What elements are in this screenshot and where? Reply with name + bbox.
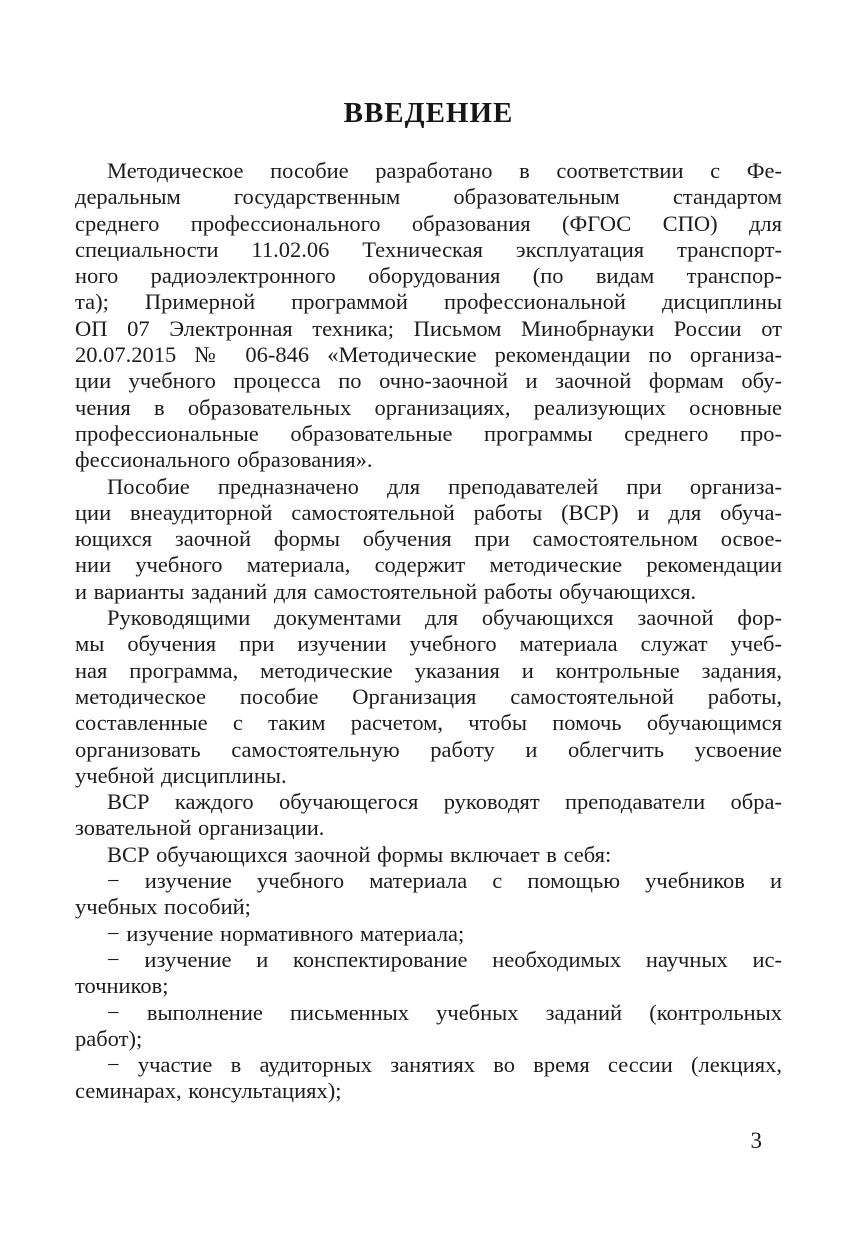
paragraph-line: − участие в аудиторных занятиях во время сессии (лекциях,	[107, 1052, 782, 1078]
paragraph-line: та); Примерной программой профессиональной дисциплины	[75, 289, 782, 315]
paragraph	[75, 474, 782, 605]
paragraph-line: Руководящими документами для обучающихся заочной фор-	[107, 605, 782, 631]
paragraph-line: чения в образовательных организациях, реализующих основные	[75, 394, 782, 420]
paragraph-line: профессиональные образовательные программы среднего про-	[75, 420, 782, 446]
paragraph-line: среднего профессионального образования (ФГОС СПО) для	[75, 210, 782, 236]
paragraph-line: − изучение учебного материала с помощью учебников и	[107, 868, 782, 894]
paragraph-line: составленные с таким расчетом, чтобы помочь обучающимся	[75, 710, 782, 736]
paragraph-line: − изучение и конспектирование необходимых научных ис-	[107, 946, 782, 972]
paragraph-line: ВСР каждого обучающегося руководят преподаватели обра-	[107, 789, 782, 815]
paragraph-line: − выполнение письменных учебных заданий (контрольных	[107, 999, 782, 1025]
paragraph-line: организовать самостоятельную работу и облегчить усвоение	[75, 736, 782, 762]
paragraph-line: ции учебного процесса по очно-заочной и заочной формам обу-	[75, 368, 782, 394]
paragraph-line: Пособие предназначено для преподавателей при организа-	[107, 473, 782, 499]
paragraph-line: ции внеаудиторной самостоятельной работы (ВСР) и для обуча-	[75, 499, 782, 525]
paragraph-line: 20.07.2015 № 06-846 «Методические рекомендации по организа-	[75, 342, 782, 368]
paragraph-line: ного радиоэлектронного оборудования (по видам транспор-	[75, 263, 782, 289]
paragraph-line: ющихся заочной формы обучения при самостоятельном освое-	[75, 526, 782, 552]
paragraph-line: Методическое пособие разработано в соответствии с Фе-	[107, 158, 782, 183]
paragraph	[75, 789, 782, 842]
paragraph-line: учебных пособий;	[75, 894, 251, 920]
page-number: 3	[750, 1128, 762, 1153]
paragraph	[75, 921, 782, 947]
text-block	[75, 96, 782, 1105]
paragraph	[75, 158, 782, 474]
body-text	[75, 158, 782, 1105]
paragraph	[75, 947, 782, 1000]
paragraph-line: ОП 07 Электронная техника; Письмом Минобрнауки России от	[75, 315, 782, 341]
paragraph-line: методическое пособие Организация самостоятельной работы,	[75, 683, 782, 709]
paragraph	[75, 842, 782, 868]
paragraph	[75, 868, 782, 921]
paragraph-line: учебной дисциплины.	[75, 762, 287, 788]
paragraph-line: работ);	[75, 1025, 143, 1051]
paragraph-line: ная программа, методические указания и контрольные задания,	[75, 657, 782, 683]
paragraph-line: специальности 11.02.06 Техническая эксплуатация транспорт-	[75, 236, 782, 262]
paragraph-line: точников;	[75, 973, 169, 999]
page-title: ВВЕДЕНИЕ	[343, 97, 514, 129]
paragraph	[75, 605, 782, 789]
paragraph-line: и варианты заданий для самостоятельной работы обучающихся.	[75, 578, 697, 604]
paragraph-line: семинарах, консультациях);	[75, 1078, 342, 1104]
paragraph	[75, 1000, 782, 1053]
paragraph-line: мы обучения при изучении учебного материала служат учеб-	[75, 631, 782, 657]
paragraph-line: нии учебного материала, содержит методические рекомендации	[75, 552, 782, 578]
paragraph-line: фессионального образования».	[75, 447, 373, 473]
paragraph-line: зовательной организации.	[75, 815, 325, 841]
paragraph-line: − изучение нормативного материала;	[107, 920, 465, 946]
paragraph-line: деральным государственным образовательным стандартом	[75, 184, 782, 210]
paragraph-line: ВСР обучающихся заочной формы включает в себя:	[107, 841, 612, 867]
paragraph	[75, 1052, 782, 1105]
